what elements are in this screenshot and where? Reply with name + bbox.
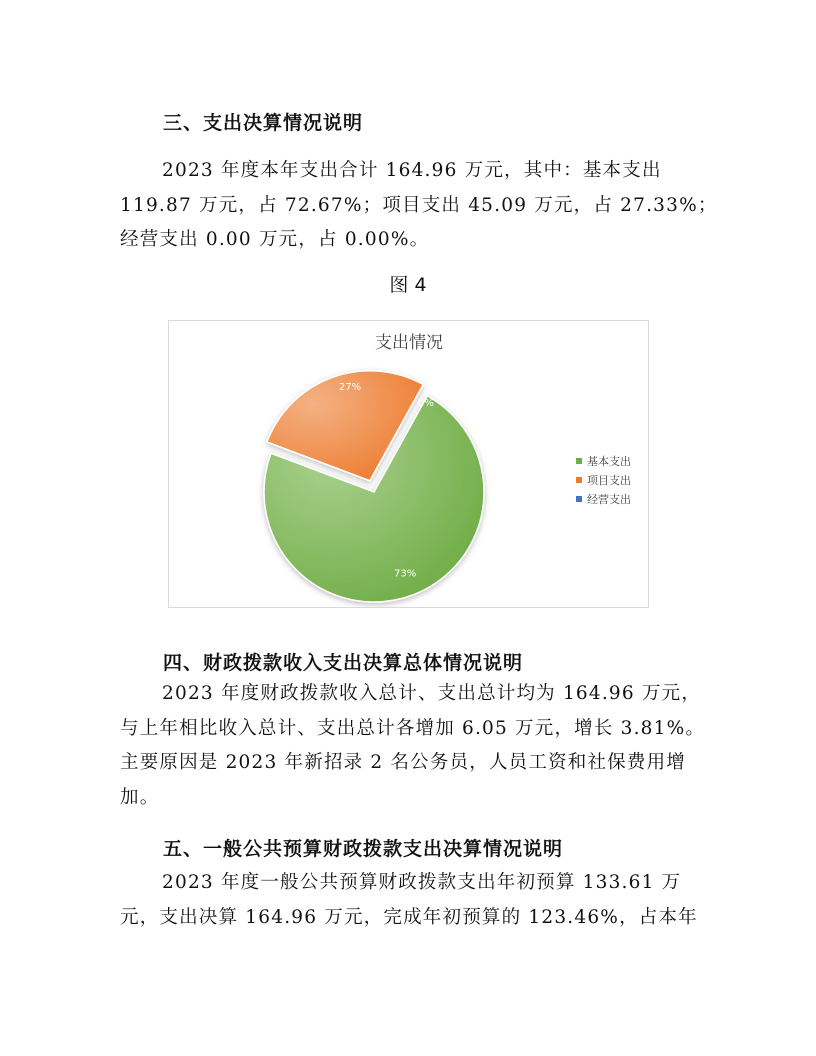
data-label-基本支出: 73%	[394, 568, 417, 580]
legend-label: 经营支出	[587, 492, 631, 506]
paragraph-line: 2023 年度本年支出合计 164.96 万元，其中：基本支出	[162, 160, 662, 181]
legend-item	[576, 489, 631, 508]
section-3-heading: 三、支出决算情况说明	[163, 112, 364, 134]
paragraph-line: 119.87 万元，占 72.67%；项目支出 45.09 万元，占 27.33%；	[120, 194, 718, 216]
legend-swatch	[576, 496, 582, 502]
section-4-heading: 四、财政拨款收入支出决算总体情况说明	[163, 652, 524, 674]
pie-chart	[168, 320, 649, 608]
paragraph-line: 加。	[120, 786, 160, 808]
legend-item	[576, 451, 631, 470]
legend-swatch	[576, 477, 582, 483]
paragraph-line: 经营支出 0.00 万元，占 0.00%。	[120, 229, 430, 250]
legend-item	[576, 470, 631, 489]
legend-label: 基本支出	[587, 454, 631, 468]
legend-label: 项目支出	[587, 473, 631, 487]
data-label-经营支出: 0%	[418, 398, 434, 409]
paragraph-line: 主要原因是 2023 年新招录 2 名公务员，人员工资和社保费用增	[120, 752, 686, 773]
section-3-paragraph	[120, 154, 720, 258]
figure-caption: 图 4	[389, 274, 427, 296]
chart-title: 支出情况	[375, 333, 443, 353]
paragraph-line: 2023 年度一般公共预算财政拨款支出年初预算 133.61 万	[162, 872, 682, 893]
legend-swatch	[576, 458, 582, 464]
section-4-paragraph	[120, 677, 720, 815]
pie-slices	[264, 371, 484, 602]
section-5-heading: 五、一般公共预算财政拨款支出决算情况说明	[163, 838, 564, 860]
section-5-paragraph	[120, 866, 720, 935]
paragraph-line: 与上年相比收入总计、支出总计各增加 6.05 万元，增长 3.81%。	[120, 717, 706, 739]
chart-legend	[576, 451, 631, 508]
data-label-项目支出: 27%	[338, 382, 362, 393]
paragraph-line: 元，支出决算 164.96 万元，完成年初预算的 123.46%，占本年	[120, 906, 698, 928]
paragraph-line: 2023 年度财政拨款收入总计、支出总计均为 164.96 万元，	[162, 683, 702, 704]
